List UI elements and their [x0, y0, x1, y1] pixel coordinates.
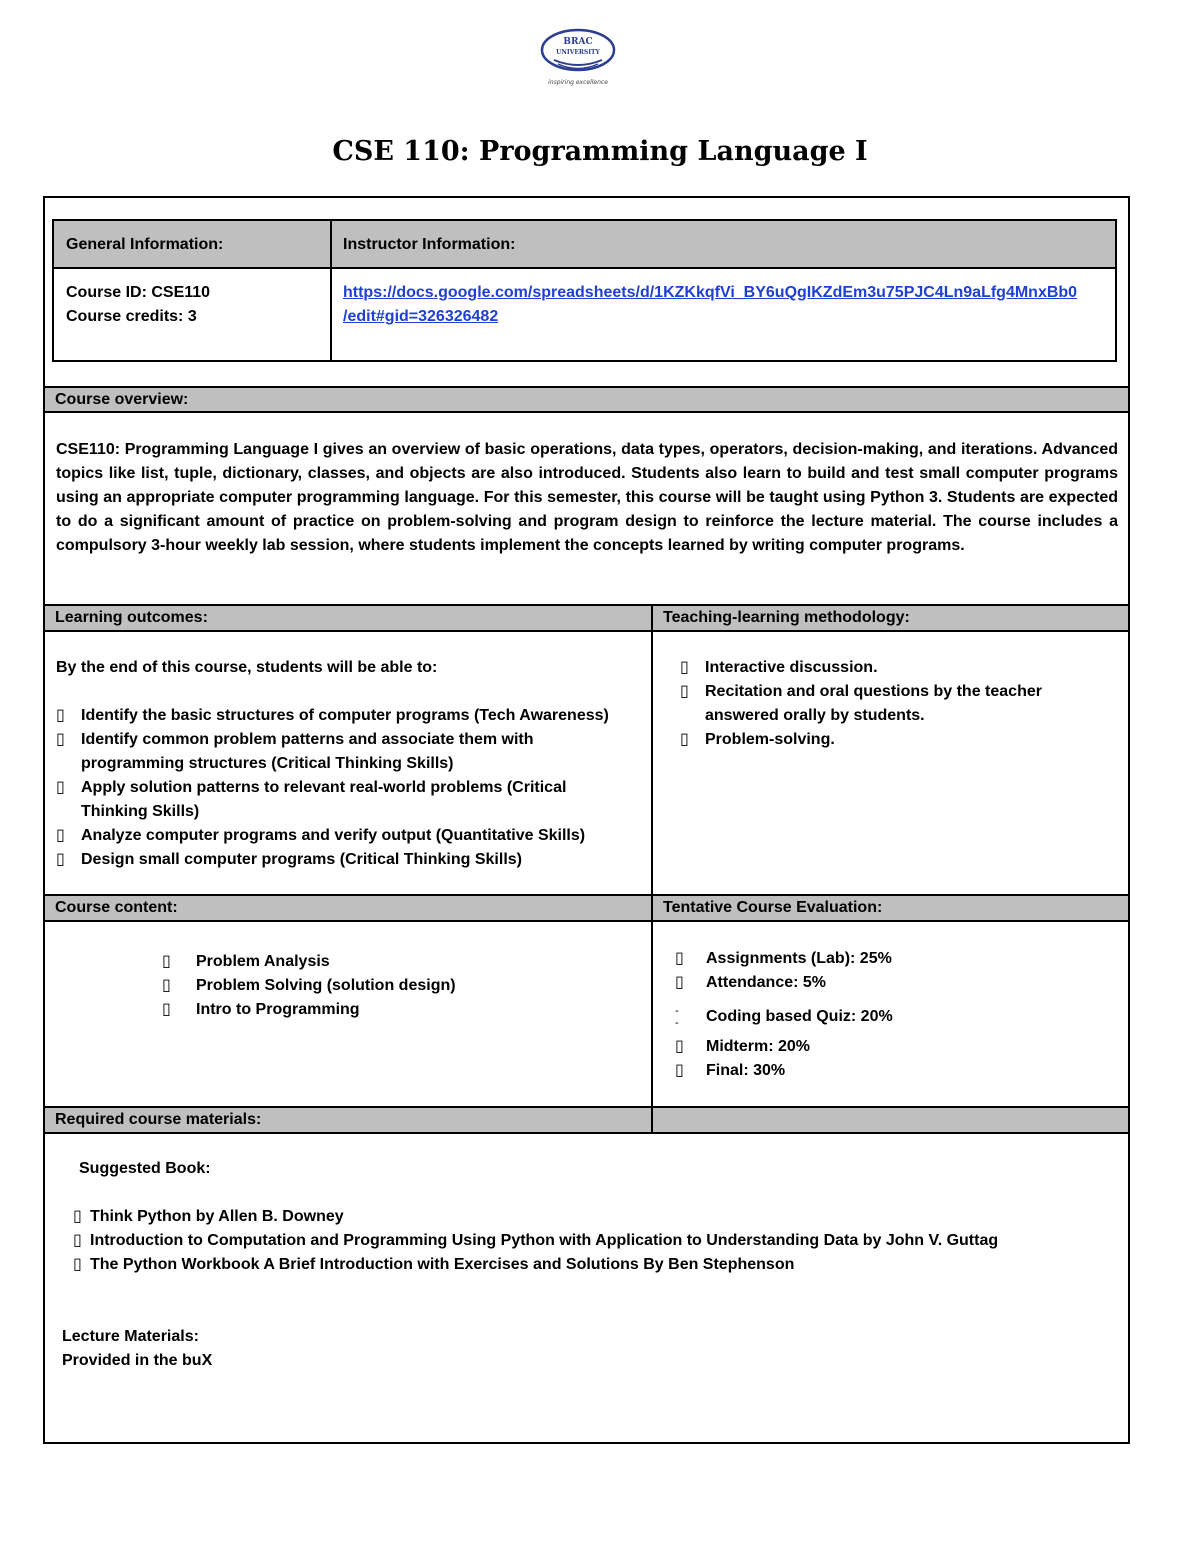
bullet-icon: ▯ [680, 731, 689, 748]
lecture-materials-label: Lecture Materials: [62, 1328, 199, 1345]
instructor-info-header: Instructor Information: [343, 236, 516, 253]
learning-outcomes-header: Learning outcomes: [45, 606, 651, 630]
bullet-icon: ▯ [56, 827, 65, 844]
bullet-icon: ▯ [73, 1256, 82, 1273]
suggested-book-label: Suggested Book: [79, 1160, 211, 1177]
bullet-icon: ▯ [162, 1001, 171, 1018]
bullet-icon: ▯ [162, 953, 171, 970]
list-item: ▯ Intro to Programming [162, 998, 562, 1022]
list-item: ▯ Midterm: 20% [675, 1035, 1105, 1059]
bullet-icon: ▯ [56, 731, 65, 748]
logo-name-line1: BRAC [563, 37, 593, 47]
materials-header-empty-cell [653, 1108, 1128, 1132]
bullet-icon: ▯ [162, 977, 171, 994]
bullet-icon: ▯ [680, 683, 689, 700]
list-item: ▯ The Python Workbook A Brief Introduction with Exercises and Solutions By Ben Stephenson [73, 1253, 1113, 1277]
list-item: ▯ Problem Analysis [162, 950, 562, 974]
book-list [73, 1205, 1113, 1277]
bullet-icon: ▯ [73, 1208, 82, 1225]
bullet-icon: ▯ [56, 851, 65, 868]
info-table [52, 219, 1117, 362]
list-item: ▯ Think Python by Allen B. Downey [73, 1205, 1113, 1229]
list-item: ▯ Analyze computer programs and verify output (Quantitative Skills) [56, 824, 631, 848]
course-id: Course ID: CSE110 [66, 284, 211, 301]
bullet-icon: ▯ [680, 659, 689, 676]
course-credits: Course credits: 3 [66, 308, 197, 325]
course-content-header: Course content: [45, 896, 651, 920]
list-item: ▯ Recitation and oral questions by the teacher answered orally by students. [680, 680, 1080, 728]
instructor-link-line1[interactable]: https://docs.google.com/spreadsheets/d/1KZKkqfVi_BY6uQgIKZdEm3u75PJC4Ln9aLfg4MnxBb0 [343, 284, 1078, 301]
bullet-icon: ▯ [675, 974, 684, 991]
list-item: ▯ Apply solution patterns to relevant real-world problems (Critical Thinking Skills) [56, 776, 631, 824]
list-item: ▯ Assignments (Lab): 25% [675, 947, 1105, 971]
brac-university-logo [528, 26, 632, 88]
course-content-list [162, 950, 562, 1022]
materials-header: Required course materials: [45, 1108, 651, 1132]
bullet-icon: ▯ [73, 1232, 82, 1249]
dash-icon: - - [675, 1005, 679, 1029]
list-item: ▯ Interactive discussion. [680, 656, 1080, 680]
general-info-header: General Information: [66, 236, 224, 253]
list-item: ▯ Introduction to Computation and Programming Using Python with Application to Understanding Data by John V. Guttag [73, 1229, 1113, 1253]
list-item: ▯ Final: 30% [675, 1059, 1105, 1083]
learning-outcomes-list [56, 704, 631, 872]
bullet-icon: ▯ [675, 1062, 684, 1079]
list-item: ▯ Attendance: 5% [675, 971, 1105, 995]
page-title: CSE 110: Programming Language I [332, 136, 868, 167]
bullet-icon: ▯ [675, 950, 684, 967]
list-item: ▯ Problem-solving. [680, 728, 1080, 752]
bullet-icon: ▯ [675, 1038, 684, 1055]
methodology-header: Teaching-learning methodology: [653, 606, 1128, 630]
overview-header: Course overview: [45, 388, 1128, 412]
list-item: ▯ Identify common problem patterns and associate them with programming structures (Critical Thinking Skills) [56, 728, 631, 776]
logo-tagline: inspiring excellence [548, 79, 608, 86]
bullet-icon: ▯ [56, 779, 65, 796]
list-item: ▯ Design small computer programs (Critical Thinking Skills) [56, 848, 631, 872]
overview-text: CSE110: Programming Language I gives an overview of basic operations, data types, operators, decision-making, and iterations. Advanced topics like list, tuple, dictionary, classes, and objects are also introduced. Students also learn to build and test small computer programs using an appropriate computer programming language. For this semester, this course will be taught using Python 3. Students are expected to do a significant amount of practice on problem-solving and program design to reinforce the lecture material. The course includes a compulsory 3-hour weekly lab session, where students implement the concepts learned by writing computer programs. [56, 441, 1118, 554]
bullet-icon: ▯ [56, 707, 65, 724]
logo-name-line2: UNIVERSITY [556, 49, 600, 56]
list-item: ▯ Identify the basic structures of computer programs (Tech Awareness) [56, 704, 631, 728]
methodology-list [680, 656, 1080, 752]
instructor-link-line2[interactable]: /edit#gid=326326482 [343, 308, 499, 325]
evaluation-list [675, 947, 1105, 1083]
list-item: - - Coding based Quiz: 20% [675, 1005, 893, 1029]
lecture-materials-text: Provided in the buX [62, 1352, 213, 1369]
learning-intro: By the end of this course, students will be able to: [56, 659, 438, 676]
list-item: ▯ Problem Solving (solution design) [162, 974, 562, 998]
evaluation-header: Tentative Course Evaluation: [653, 896, 1128, 920]
